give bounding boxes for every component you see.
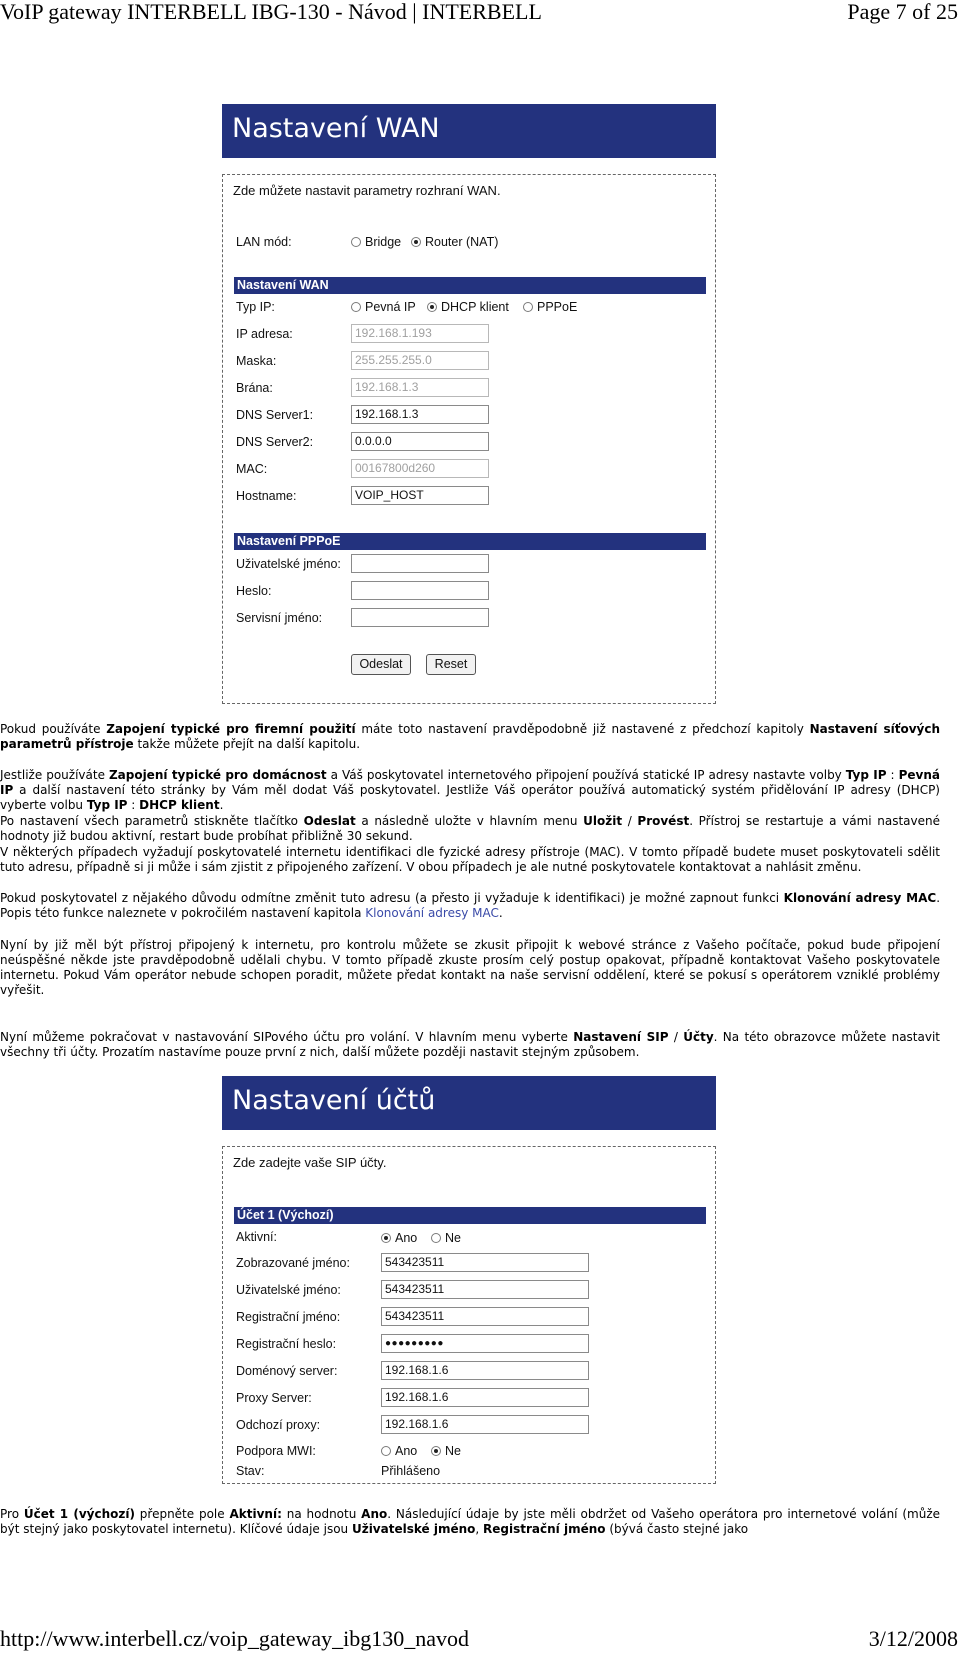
mwi-no[interactable]: Ne [431,1444,461,1458]
ip-address-label: IP adresa: [236,327,293,341]
paragraph-2: Jestliže používáte Zapojení typické pro domácnost a Váš poskytovatel internetového připojení používá statické IP adresy nastavte volby Typ IP : Pevná IP a další nastavení této stránky by Vám měl dodat Váš poskytovatel. Jestliže Váš operátor používá automatický systém přidělování IP adresy (DHCP) vyberte volbu Typ IP : DHCP klient. [0,768,940,812]
footer-url[interactable]: http://www.interbell.cz/voip_gateway_ibg130_navod [0,1626,470,1651]
radio-icon [351,302,361,312]
reset-button[interactable]: Reset [426,654,476,675]
proxy-server-field[interactable]: 192.168.1.6 [381,1388,589,1407]
mwi-yes[interactable]: Ano [381,1444,417,1458]
sip-banner: Nastavení účtů [222,1076,716,1130]
pppoe-service-label: Servisní jméno: [236,611,323,625]
dns2-label: DNS Server2: [236,435,314,449]
radio-icon [431,1233,441,1243]
page-header [0,0,960,26]
paragraph-8: Pro Účet 1 (výchozí) přepněte pole Aktivní: na hodnotu Ano. Následující údaje by jste měli obdržet od Vašeho operátora pro internetové volání (může být stejný jako poskytovatel internetu). Klíčové údaje jsou Uživatelské jméno, Registrační jméno (bývá často stejné jako [0,1507,940,1536]
section-account1-header: Účet 1 (Výchozí) [234,1207,706,1224]
mac-field[interactable]: 00167800d260 [351,459,489,478]
section-pppoe-header: Nastavení PPPoE [234,533,706,550]
sip-intro: Zde zadejte vaše SIP účty. [233,1155,387,1170]
paragraph-3: Po nastavení všech parametrů stiskněte tlačítko Odeslat a následně uložte v hlavním menu Uložit / Provést. Přístroj se restartuje a vámi nastavené hodnoty již budou aktivní, restart bude probíhat přibližně 30 sekund. [0,814,940,843]
paragraph-6: Nyní by již měl být přístroj připojený k internetu, pro kontrolu můžete se zkusit připojit k webové stránce z Vašeho počítače, pokud bude připojení neúspěšné někde jste pravděpodobně udělali chybu. V tomto případě zkuste prosím celý postup opakovat, případně kontaktovat Vašeho poskytovatele internetu. Pokud Vám operátor nebude schopen poradit, můžete předat kontakt na naše servisní oddělení, které se pokusí s operátorem vzniklé problémy vyřešit. [0,938,940,997]
wan-panel [222,174,716,704]
lan-mode-bridge[interactable]: Bridge [351,235,401,249]
dns2-field[interactable]: 0.0.0.0 [351,432,489,451]
footer-date: 3/12/2008 [868,1626,958,1651]
hostname-label: Hostname: [236,489,297,503]
paragraph-4: V některých případech vyžadují poskytovatelé internetu identifikaci dle fyzické adresy přístroje (MAC). V tomto případě budete muset poskytovateli sdělit tuto adresu, případně si ji může i sám zjistit z připojeného zařízení. V obou případech je ale nutné poskytovatele kontaktovat a nahlásit změnu. [0,845,940,874]
hostname-field[interactable]: VOIP_HOST [351,486,489,505]
pppoe-password-label: Heslo: [236,584,272,598]
display-name-label: Zobrazované jméno: [236,1256,350,1270]
domain-server-field[interactable]: 192.168.1.6 [381,1361,589,1380]
section-wan-header: Nastavení WAN [234,277,706,294]
mwi-label: Podpora MWI: [236,1444,316,1458]
page-footer [0,1626,960,1654]
wan-settings-screenshot [222,104,716,704]
lan-mode-router[interactable]: Router (NAT) [411,235,498,249]
document-title: VoIP gateway INTERBELL IBG-130 - Návod | INTERBELL [0,0,542,24]
paragraph-7: Nyní můžeme pokračovat v nastavování SIPového účtu pro volání. V hlavním menu vyberte Nastavení SIP / Účty. Na této obrazovce můžete nastavit všechny tři účty. Prozatím nastavíme pouze první z nich, další můžete později nastavit stejným způsobem. [0,1030,940,1059]
pppoe-password-field[interactable] [351,581,489,600]
active-no[interactable]: Ne [431,1231,461,1245]
wan-intro: Zde můžete nastavit parametry rozhraní WAN. [233,183,501,198]
domain-server-label: Doménový server: [236,1364,338,1378]
lan-mode-label: LAN mód: [236,235,292,249]
outbound-proxy-label: Odchozí proxy: [236,1418,321,1432]
ip-type-static[interactable]: Pevná IP [351,300,416,314]
gateway-label: Brána: [236,381,273,395]
paragraph-5: Pokud poskytovatel z nějakého důvodu odmítne změnit tuto adresu (a přesto ji vyžaduje k identifikaci) je možné zapnout funkci Klonování adresy MAC. Popis této funkce naleznete v pokročilém nastavení kapitola Klonování adresy MAC. [0,891,941,920]
ip-type-label: Typ IP: [236,300,275,314]
radio-selected-icon [431,1446,441,1456]
reg-password-label: Registrační heslo: [236,1337,337,1351]
reg-name-field[interactable]: 543423511 [381,1307,589,1326]
submit-button[interactable]: Odeslat [351,654,411,675]
pppoe-username-label: Uživatelské jméno: [236,557,341,571]
radio-icon [351,237,361,247]
proxy-server-label: Proxy Server: [236,1391,312,1405]
page-number: Page 7 of 25 [847,0,958,24]
dns1-field[interactable]: 192.168.1.3 [351,405,489,424]
status-label: Stav: [236,1464,265,1478]
radio-icon [381,1446,391,1456]
paragraph-1: Pokud používáte Zapojení typické pro firemní použití máte toto nastavení pravděpodobně již nastavené z předchozí kapitoly Nastavení síťových parametrů přístroje takže můžete přejít na další kapitolu. [0,722,941,751]
active-yes[interactable]: Ano [381,1231,417,1245]
ip-address-field[interactable]: 192.168.1.193 [351,324,489,343]
display-name-field[interactable]: 543423511 [381,1253,589,1272]
active-label: Aktivní: [236,1230,277,1244]
reg-password-field[interactable]: ●●●●●●●●● [381,1334,589,1353]
mac-clone-link[interactable]: Klonování adresy MAC [365,906,499,920]
ip-type-pppoe[interactable]: PPPoE [523,300,577,314]
username-label: Uživatelské jméno: [236,1283,341,1297]
wan-banner: Nastavení WAN [222,104,716,158]
status-value: Přihlášeno [381,1464,441,1478]
gateway-field[interactable]: 192.168.1.3 [351,378,489,397]
radio-icon [523,302,533,312]
mac-label: MAC: [236,462,268,476]
radio-selected-icon [411,237,421,247]
mask-label: Maska: [236,354,277,368]
reg-name-label: Registrační jméno: [236,1310,341,1324]
ip-type-dhcp[interactable]: DHCP klient [427,300,509,314]
sip-accounts-screenshot [222,1076,716,1484]
radio-selected-icon [381,1233,391,1243]
username-field[interactable]: 543423511 [381,1280,589,1299]
dns1-label: DNS Server1: [236,408,314,422]
pppoe-username-field[interactable] [351,554,489,573]
outbound-proxy-field[interactable]: 192.168.1.6 [381,1415,589,1434]
mask-field[interactable]: 255.255.255.0 [351,351,489,370]
pppoe-service-field[interactable] [351,608,489,627]
sip-panel [222,1146,716,1484]
radio-selected-icon [427,302,437,312]
